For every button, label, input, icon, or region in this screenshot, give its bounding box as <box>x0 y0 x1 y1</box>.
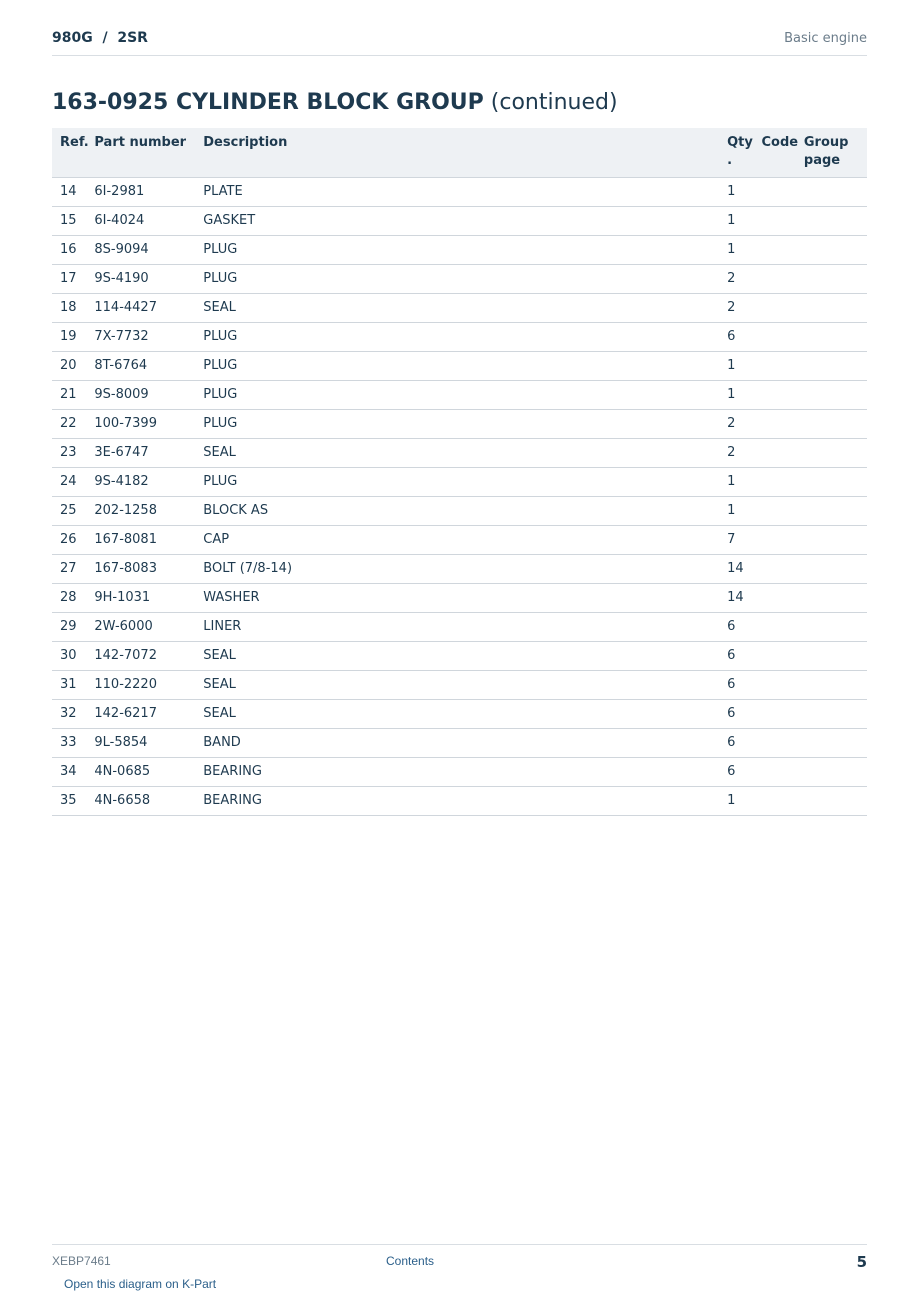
table-row <box>52 323 867 352</box>
cell-description: BAND <box>195 729 719 758</box>
cell-code <box>753 671 795 700</box>
document-id: XEBP7461 <box>52 1254 111 1268</box>
cell-part-number: 167-8081 <box>86 526 195 555</box>
table-row <box>52 410 867 439</box>
table-row <box>52 526 867 555</box>
cell-code <box>753 468 795 497</box>
cell-part-number: 9H-1031 <box>86 584 195 613</box>
cell-code <box>753 410 795 439</box>
table-row <box>52 207 867 236</box>
table-row <box>52 265 867 294</box>
cell-part-number: 9S-8009 <box>86 381 195 410</box>
table-row <box>52 497 867 526</box>
cell-code <box>753 700 795 729</box>
cell-group-page <box>796 207 867 236</box>
cell-code <box>753 439 795 468</box>
cell-description: BLOCK AS <box>195 497 719 526</box>
cell-qty: 2 <box>719 410 753 439</box>
cell-ref: 17 <box>52 265 86 294</box>
cell-code <box>753 758 795 787</box>
cell-group-page <box>796 700 867 729</box>
cell-part-number: 114-4427 <box>86 294 195 323</box>
cell-part-number: 3E-6747 <box>86 439 195 468</box>
cell-code <box>753 236 795 265</box>
cell-part-number: 142-7072 <box>86 642 195 671</box>
table-row <box>52 787 867 816</box>
cell-code <box>753 787 795 816</box>
cell-description: SEAL <box>195 700 719 729</box>
cell-code <box>753 265 795 294</box>
table-row <box>52 555 867 584</box>
cell-ref: 16 <box>52 236 86 265</box>
cell-group-page <box>796 410 867 439</box>
cell-ref: 25 <box>52 497 86 526</box>
column-header-description: Description <box>195 128 719 178</box>
column-header-ref: Ref. <box>52 128 86 178</box>
cell-ref: 31 <box>52 671 86 700</box>
cell-part-number: 202-1258 <box>86 497 195 526</box>
cell-ref: 34 <box>52 758 86 787</box>
cell-group-page <box>796 671 867 700</box>
cell-qty: 14 <box>719 584 753 613</box>
cell-group-page <box>796 526 867 555</box>
cell-description: CAP <box>195 526 719 555</box>
table-row <box>52 468 867 497</box>
cell-code <box>753 729 795 758</box>
cell-ref: 20 <box>52 352 86 381</box>
cell-part-number: 100-7399 <box>86 410 195 439</box>
cell-description: GASKET <box>195 207 719 236</box>
cell-group-page <box>796 555 867 584</box>
cell-code <box>753 642 795 671</box>
cell-ref: 21 <box>52 381 86 410</box>
table-row <box>52 352 867 381</box>
contents-link[interactable]: Contents <box>386 1254 435 1268</box>
open-kpart-link[interactable]: Open this diagram on K-Part <box>64 1277 217 1291</box>
cell-ref: 15 <box>52 207 86 236</box>
cell-qty: 2 <box>719 294 753 323</box>
cell-ref: 28 <box>52 584 86 613</box>
cell-group-page <box>796 584 867 613</box>
cell-group-page <box>796 439 867 468</box>
cell-code <box>753 584 795 613</box>
cell-qty: 1 <box>719 787 753 816</box>
cell-description: PLUG <box>195 468 719 497</box>
cell-qty: 1 <box>719 178 753 207</box>
cell-part-number: 9L-5854 <box>86 729 195 758</box>
cell-part-number: 4N-6658 <box>86 787 195 816</box>
cell-part-number: 167-8083 <box>86 555 195 584</box>
cell-part-number: 2W-6000 <box>86 613 195 642</box>
cell-ref: 22 <box>52 410 86 439</box>
cell-part-number: 4N-0685 <box>86 758 195 787</box>
cell-group-page <box>796 236 867 265</box>
cell-qty: 6 <box>719 323 753 352</box>
page-header <box>52 28 867 56</box>
machine-model: 980G / 2SR <box>52 30 148 46</box>
cell-qty: 6 <box>719 642 753 671</box>
cell-qty: 2 <box>719 265 753 294</box>
table-row <box>52 671 867 700</box>
column-header-group-page: Group page <box>796 128 867 178</box>
cell-group-page <box>796 642 867 671</box>
cell-code <box>753 207 795 236</box>
cell-code <box>753 323 795 352</box>
cell-part-number: 8S-9094 <box>86 236 195 265</box>
cell-group-page <box>796 178 867 207</box>
parts-table <box>52 128 867 816</box>
cell-group-page <box>796 613 867 642</box>
cell-group-page <box>796 323 867 352</box>
table-row <box>52 178 867 207</box>
cell-description: SEAL <box>195 671 719 700</box>
cell-qty: 6 <box>719 700 753 729</box>
cell-group-page <box>796 787 867 816</box>
table-row <box>52 642 867 671</box>
page-footer <box>52 1244 867 1275</box>
cell-ref: 35 <box>52 787 86 816</box>
cell-description: PLUG <box>195 323 719 352</box>
cell-qty: 14 <box>719 555 753 584</box>
cell-code <box>753 497 795 526</box>
page-title <box>52 90 618 115</box>
table-row <box>52 729 867 758</box>
cell-qty: 2 <box>719 439 753 468</box>
column-header-code: Code <box>753 128 795 178</box>
cell-group-page <box>796 468 867 497</box>
cell-ref: 24 <box>52 468 86 497</box>
cell-part-number: 7X-7732 <box>86 323 195 352</box>
cell-qty: 6 <box>719 729 753 758</box>
column-header-qty: Qty . <box>719 128 753 178</box>
cell-qty: 1 <box>719 352 753 381</box>
cell-ref: 27 <box>52 555 86 584</box>
cell-part-number: 110-2220 <box>86 671 195 700</box>
cell-code <box>753 381 795 410</box>
cell-ref: 19 <box>52 323 86 352</box>
cell-description: SEAL <box>195 439 719 468</box>
cell-description: BEARING <box>195 787 719 816</box>
title-suffix: (continued) <box>490 90 618 115</box>
cell-code <box>753 555 795 584</box>
cell-code <box>753 526 795 555</box>
parts-table-body <box>52 178 867 816</box>
cell-qty: 1 <box>719 236 753 265</box>
cell-qty: 7 <box>719 526 753 555</box>
cell-ref: 32 <box>52 700 86 729</box>
cell-group-page <box>796 758 867 787</box>
table-row <box>52 758 867 787</box>
cell-ref: 33 <box>52 729 86 758</box>
cell-group-page <box>796 294 867 323</box>
cell-description: BOLT (7/8-14) <box>195 555 719 584</box>
cell-description: PLUG <box>195 381 719 410</box>
cell-description: BEARING <box>195 758 719 787</box>
cell-description: PLATE <box>195 178 719 207</box>
cell-group-page <box>796 497 867 526</box>
cell-qty: 1 <box>719 468 753 497</box>
table-row <box>52 439 867 468</box>
cell-part-number: 6I-2981 <box>86 178 195 207</box>
page-number: 5 <box>856 1253 867 1271</box>
cell-ref: 18 <box>52 294 86 323</box>
cell-ref: 26 <box>52 526 86 555</box>
cell-code <box>753 178 795 207</box>
cell-code <box>753 352 795 381</box>
cell-part-number: 9S-4190 <box>86 265 195 294</box>
cell-description: PLUG <box>195 265 719 294</box>
cell-group-page <box>796 381 867 410</box>
cell-description: PLUG <box>195 410 719 439</box>
cell-part-number: 6I-4024 <box>86 207 195 236</box>
table-row <box>52 584 867 613</box>
cell-part-number: 9S-4182 <box>86 468 195 497</box>
column-header-part-number: Part number <box>86 128 195 178</box>
cell-group-page <box>796 352 867 381</box>
cell-qty: 6 <box>719 758 753 787</box>
table-row <box>52 236 867 265</box>
cell-ref: 30 <box>52 642 86 671</box>
cell-qty: 1 <box>719 207 753 236</box>
cell-description: LINER <box>195 613 719 642</box>
cell-description: SEAL <box>195 642 719 671</box>
cell-part-number: 8T-6764 <box>86 352 195 381</box>
cell-description: SEAL <box>195 294 719 323</box>
cell-code <box>753 613 795 642</box>
cell-description: WASHER <box>195 584 719 613</box>
cell-qty: 6 <box>719 671 753 700</box>
table-row <box>52 294 867 323</box>
cell-part-number: 142-6217 <box>86 700 195 729</box>
cell-group-page <box>796 729 867 758</box>
cell-ref: 23 <box>52 439 86 468</box>
cell-group-page <box>796 265 867 294</box>
group-code-name: 163-0925 CYLINDER BLOCK GROUP <box>52 90 484 115</box>
table-row <box>52 700 867 729</box>
cell-code <box>753 294 795 323</box>
section-name: Basic engine <box>784 31 867 46</box>
table-header-row <box>52 128 867 178</box>
cell-ref: 14 <box>52 178 86 207</box>
table-row <box>52 613 867 642</box>
cell-qty: 1 <box>719 381 753 410</box>
cell-description: PLUG <box>195 352 719 381</box>
cell-qty: 6 <box>719 613 753 642</box>
cell-qty: 1 <box>719 497 753 526</box>
cell-ref: 29 <box>52 613 86 642</box>
table-row <box>52 381 867 410</box>
cell-description: PLUG <box>195 236 719 265</box>
